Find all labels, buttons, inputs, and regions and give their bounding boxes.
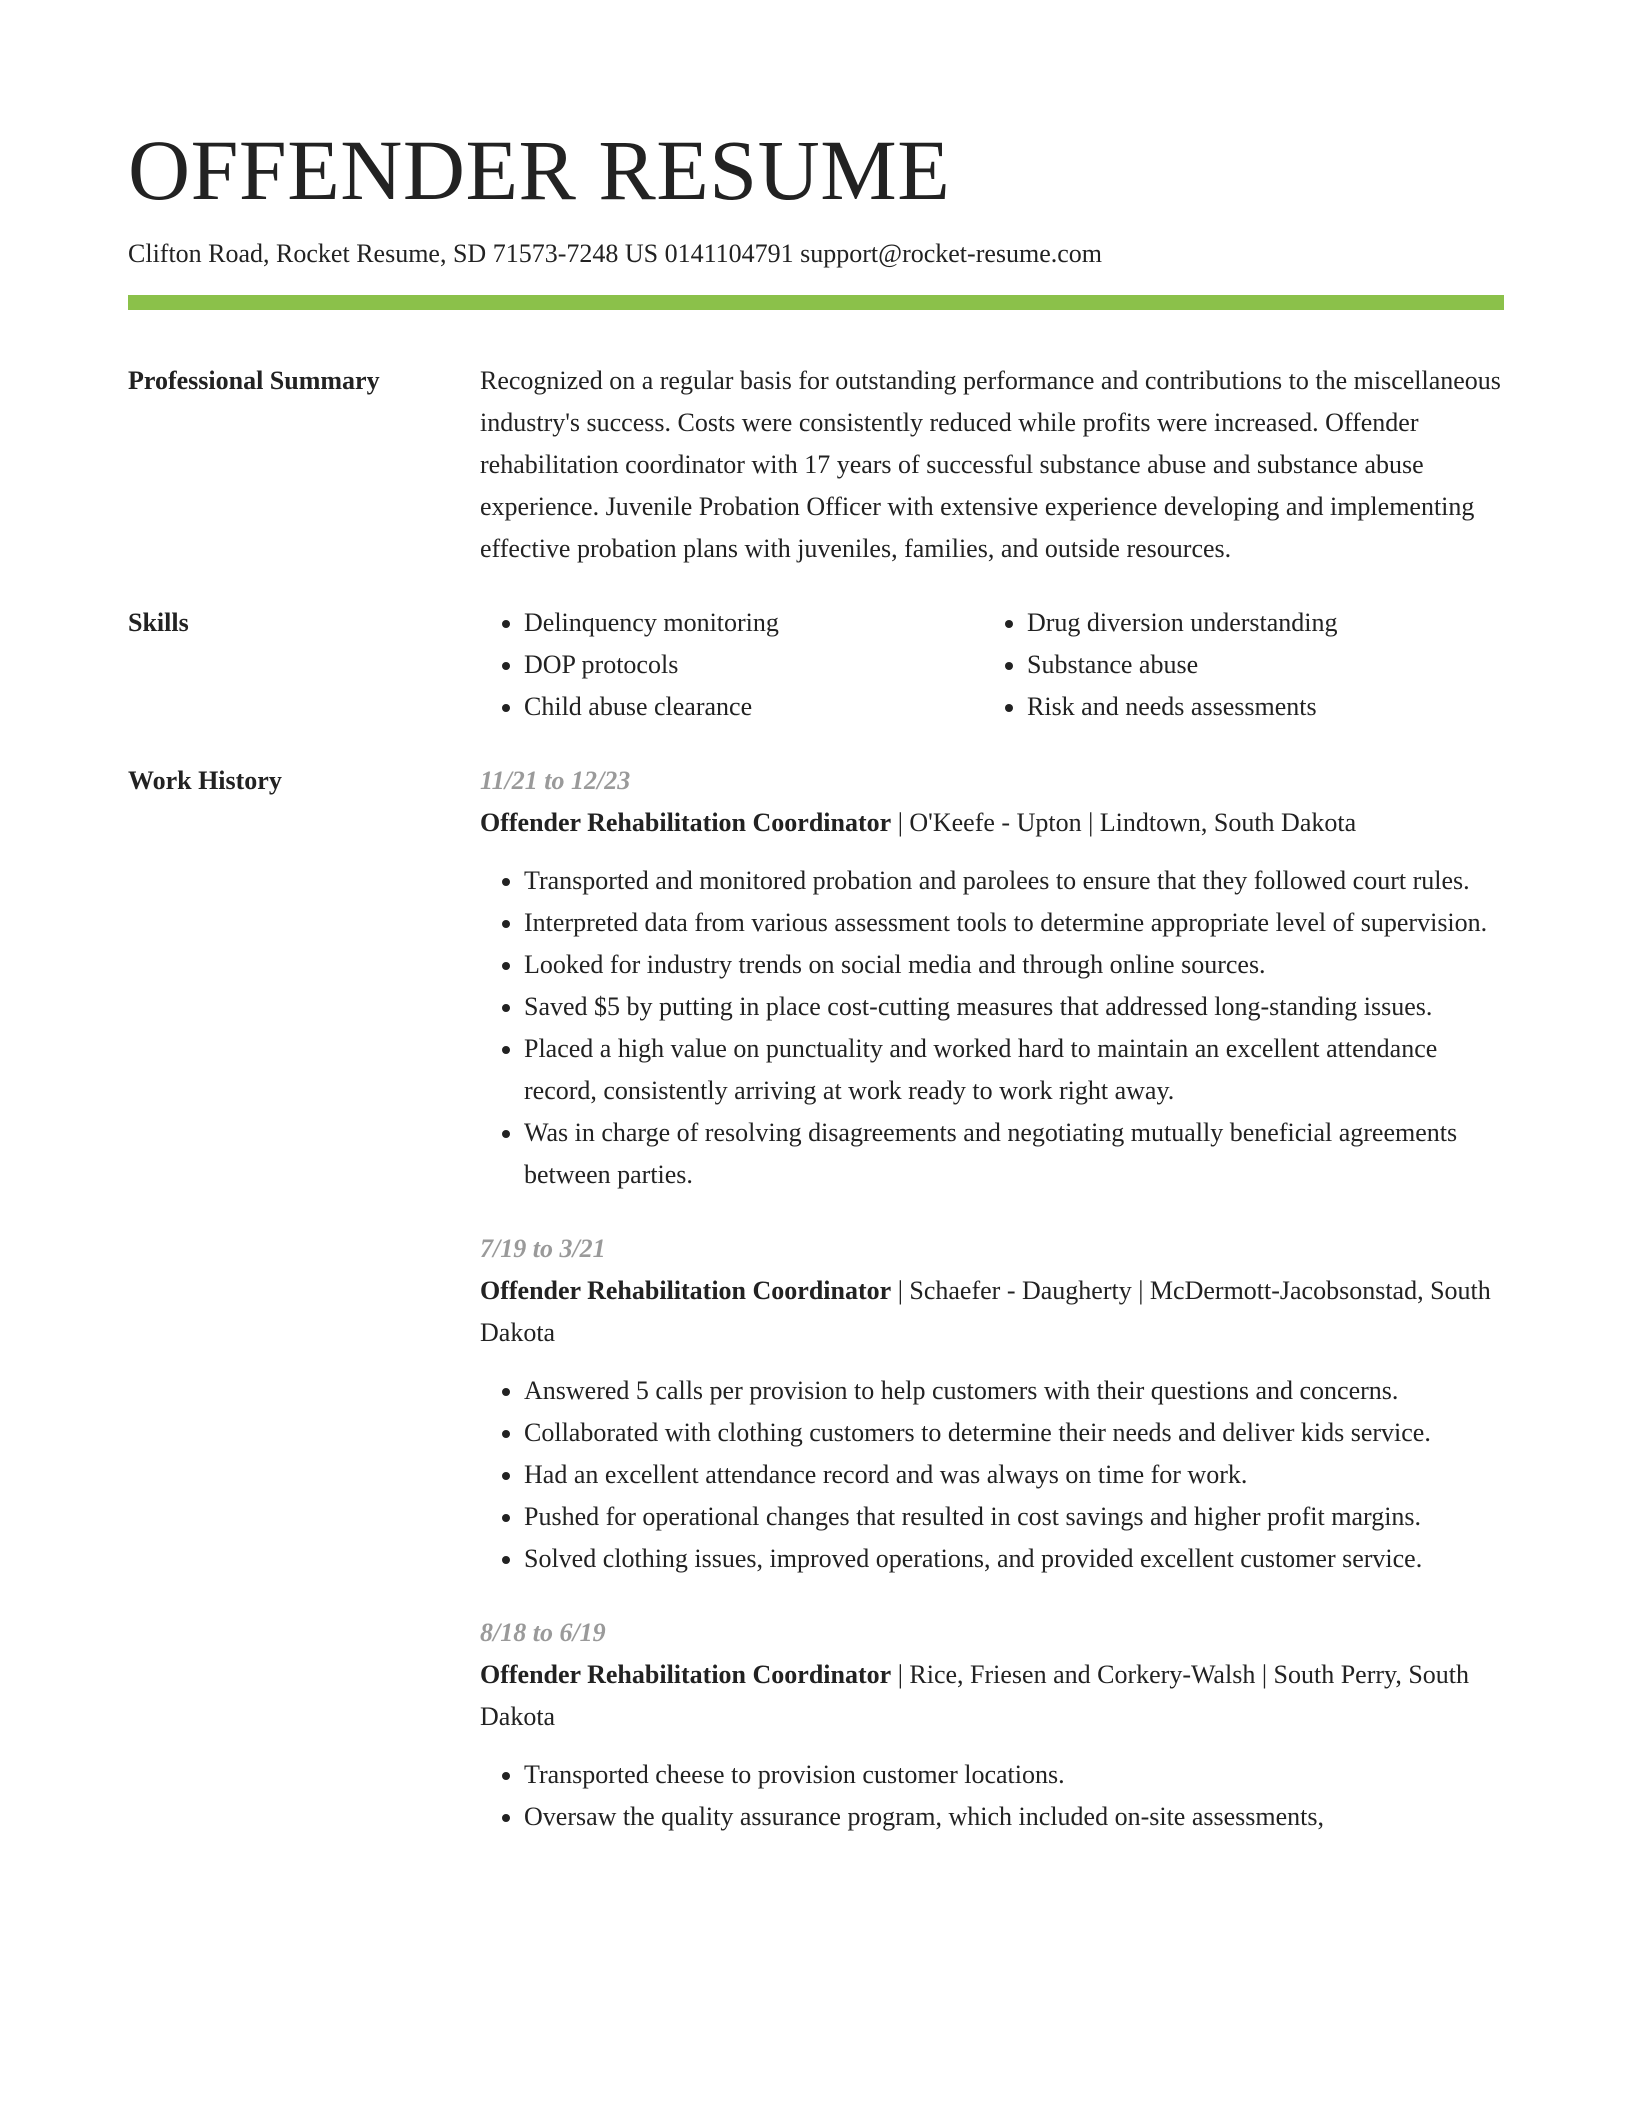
- skills-right-column: [983, 602, 1486, 728]
- job-title: Offender Rehabilitation Coordinator: [480, 808, 892, 837]
- resume-page: [128, 0, 1504, 1870]
- skills-body: [480, 602, 1504, 728]
- job-entry: [480, 1228, 1504, 1580]
- skills-section: [128, 602, 1504, 728]
- job-bullet: • Transported and monitored probation and parolees to ensure that they followed court rules.: [524, 860, 1504, 902]
- summary-text: Recognized on a regular basis for outstanding performance and contributions to the miscellaneous industry's success. Costs were consistently reduced while profits were increased. Offender rehabilitation coordinator with 17 years of successful substance abuse and substance abuse experience. Juvenile Probation Officer with extensive experience developing and implementing effective probation plans with juveniles, families, and outside resources.: [480, 366, 1501, 563]
- skill-item: • DOP protocols: [524, 644, 983, 686]
- job-bullets: [480, 860, 1504, 1196]
- job-bullet: • Pushed for operational changes that resulted in cost savings and higher profit margins.: [524, 1496, 1504, 1538]
- skills-left-column: [480, 602, 983, 728]
- summary-heading: Professional Summary: [128, 366, 380, 395]
- job-bullet: • Had an excellent attendance record and was always on time for work.: [524, 1454, 1504, 1496]
- skill-item: • Substance abuse: [1027, 644, 1486, 686]
- job-bullet: • Interpreted data from various assessment tools to determine appropriate level of supervision.: [524, 902, 1504, 944]
- skills-heading: Skills: [128, 608, 189, 637]
- job-bullet: • Collaborated with clothing customers to determine their needs and deliver kids service.: [524, 1412, 1504, 1454]
- skill-item: • Risk and needs assessments: [1027, 686, 1486, 728]
- skill-item: • Drug diversion understanding: [1027, 602, 1486, 644]
- job-bullet: • Saved $5 by putting in place cost-cutting measures that addressed long-standing issues.: [524, 986, 1504, 1028]
- job-dates: 11/21 to 12/23: [480, 766, 631, 795]
- work-history-heading: Work History: [128, 766, 282, 795]
- job-details: | Schaefer - Daugherty | McDermott-Jacobsonstad, South Dakota: [480, 1276, 1491, 1347]
- job-bullet: • Was in charge of resolving disagreements and negotiating mutually beneficial agreements between parties.: [524, 1112, 1504, 1196]
- summary-body: [480, 360, 1504, 570]
- skill-item: • Child abuse clearance: [524, 686, 983, 728]
- skill-item: • Delinquency monitoring: [524, 602, 983, 644]
- job-details: | O'Keefe - Upton | Lindtown, South Dakota: [891, 808, 1357, 837]
- job-heading: [480, 1270, 1504, 1354]
- work-history-section: [128, 760, 1504, 1870]
- job-heading: [480, 802, 1504, 844]
- contact-line: Clifton Road, Rocket Resume, SD 71573-7248 US 0141104791 support@rocket-resume.com: [128, 239, 1103, 268]
- summary-section: [128, 360, 1504, 570]
- job-bullet: • Transported cheese to provision customer locations.: [524, 1754, 1504, 1796]
- job-bullets: [480, 1754, 1504, 1838]
- job-bullet: • Looked for industry trends on social media and through online sources.: [524, 944, 1504, 986]
- job-bullet: • Answered 5 calls per provision to help customers with their questions and concerns.: [524, 1370, 1504, 1412]
- job-heading: [480, 1654, 1504, 1738]
- job-title: Offender Rehabilitation Coordinator: [480, 1660, 892, 1689]
- job-title: Offender Rehabilitation Coordinator: [480, 1276, 892, 1305]
- job-dates: 8/18 to 6/19: [480, 1618, 606, 1647]
- job-entry: [480, 760, 1504, 1196]
- job-bullet: • Placed a high value on punctuality and worked hard to maintain an excellent attendance record, consistently arriving at work ready to work right away.: [524, 1028, 1504, 1112]
- job-bullet: • Solved clothing issues, improved operations, and provided excellent customer service.: [524, 1538, 1504, 1580]
- accent-divider: [128, 295, 1504, 310]
- job-dates: 7/19 to 3/21: [480, 1234, 606, 1263]
- resume-name: OFFENDER RESUME: [128, 122, 951, 218]
- job-details: | Rice, Friesen and Corkery-Walsh | South Perry, South Dakota: [480, 1660, 1470, 1731]
- work-history-body: [480, 760, 1504, 1870]
- job-entry: [480, 1612, 1504, 1838]
- job-bullets: [480, 1370, 1504, 1580]
- job-bullet: • Oversaw the quality assurance program, which included on-site assessments,: [524, 1796, 1504, 1838]
